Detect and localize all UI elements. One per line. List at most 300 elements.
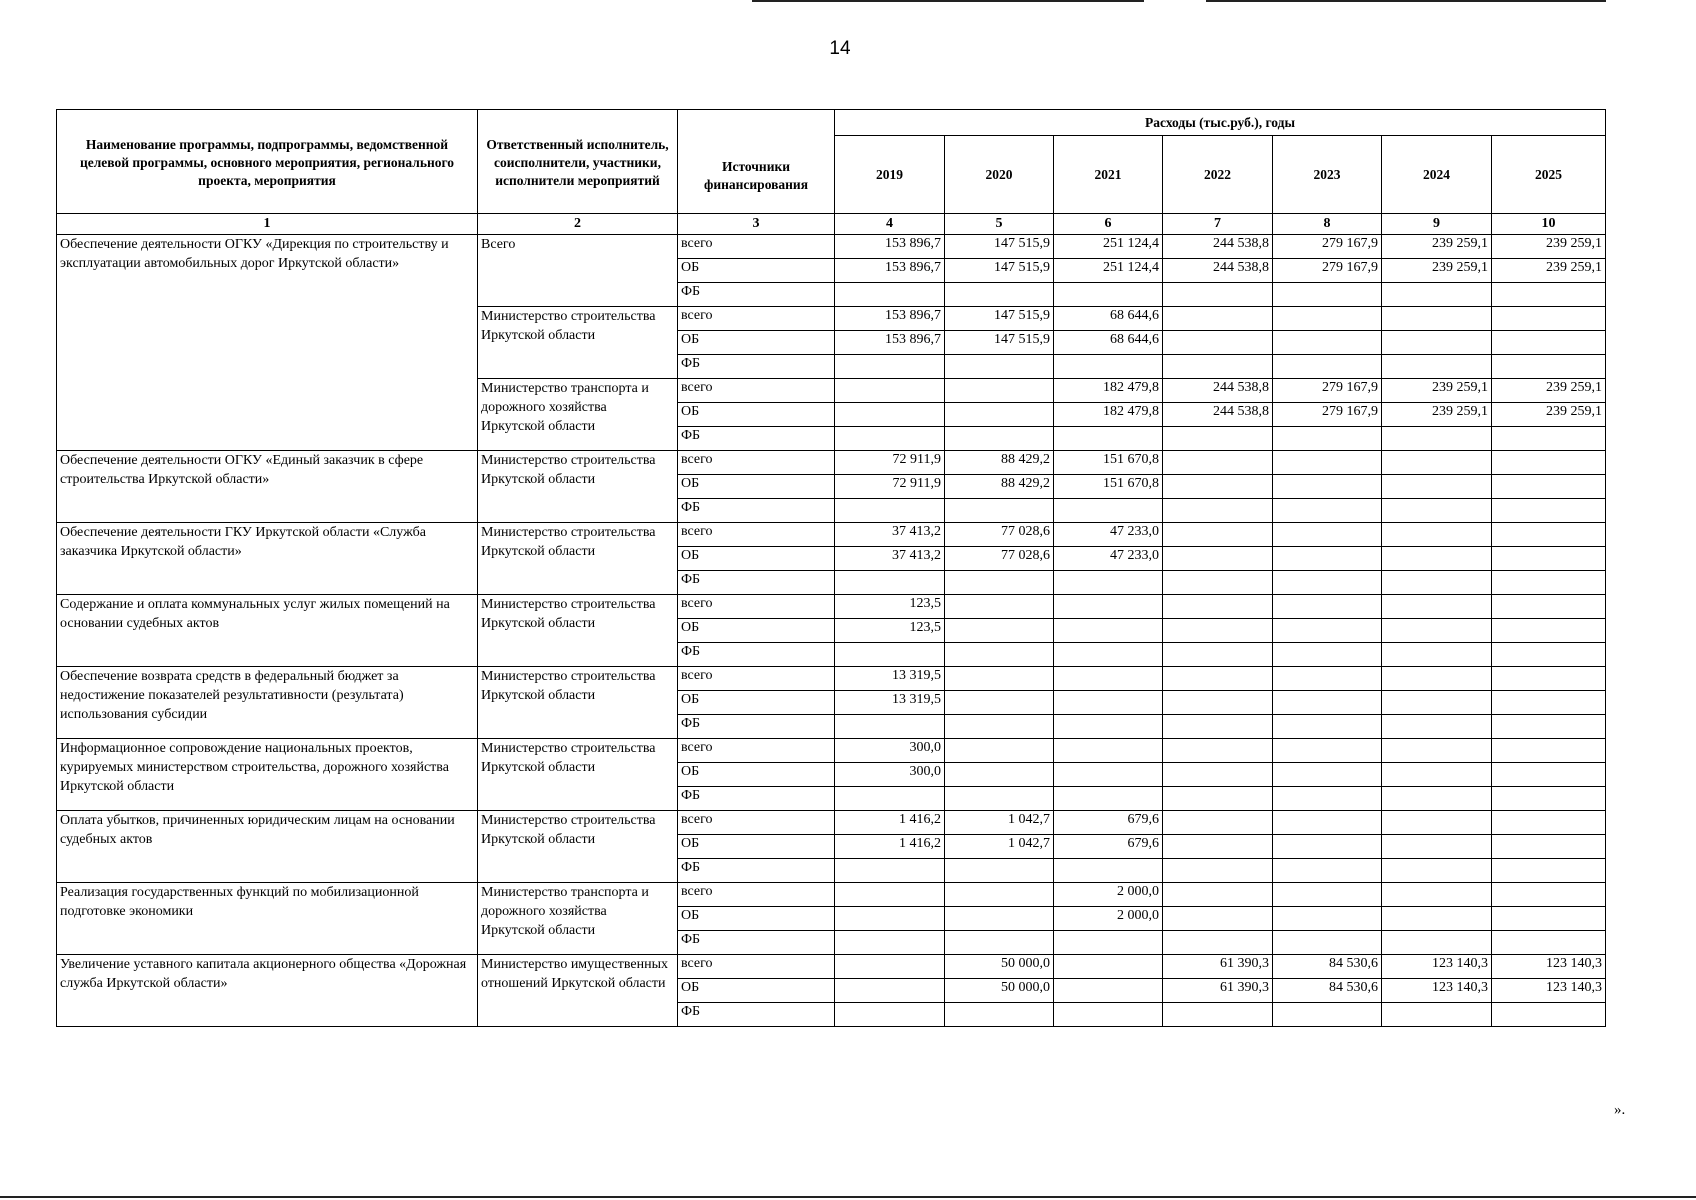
amount-cell-2019: 1 416,2 — [835, 811, 945, 835]
amount-cell-2023 — [1273, 859, 1382, 883]
column-number-3: 3 — [678, 214, 835, 235]
amount-cell-2024 — [1382, 811, 1492, 835]
amount-cell-2024 — [1382, 427, 1492, 451]
amount-cell-2020: 77 028,6 — [945, 547, 1054, 571]
amount-cell-2025 — [1492, 835, 1606, 859]
amount-cell-2025 — [1492, 907, 1606, 931]
funding-source-cell: всего — [678, 235, 835, 259]
amount-cell-2024: 239 259,1 — [1382, 403, 1492, 427]
funding-source-cell: всего — [678, 667, 835, 691]
amount-cell-2025 — [1492, 715, 1606, 739]
amount-cell-2025: 123 140,3 — [1492, 979, 1606, 1003]
amount-cell-2024 — [1382, 667, 1492, 691]
amount-cell-2021 — [1054, 859, 1163, 883]
funding-source-cell: ОБ — [678, 331, 835, 355]
amount-cell-2020 — [945, 619, 1054, 643]
amount-cell-2023: 279 167,9 — [1273, 379, 1382, 403]
amount-cell-2022 — [1163, 667, 1273, 691]
responsible-cell: Министерство строительства Иркутской области — [478, 451, 678, 523]
amount-cell-2024 — [1382, 907, 1492, 931]
amount-cell-2021 — [1054, 787, 1163, 811]
amount-cell-2022 — [1163, 931, 1273, 955]
amount-cell-2022 — [1163, 715, 1273, 739]
amount-cell-2023 — [1273, 763, 1382, 787]
responsible-cell: Министерство строительства Иркутской области — [478, 307, 678, 379]
funding-source-cell: всего — [678, 595, 835, 619]
amount-cell-2025 — [1492, 595, 1606, 619]
amount-cell-2021: 182 479,8 — [1054, 403, 1163, 427]
amount-cell-2025 — [1492, 787, 1606, 811]
amount-cell-2019 — [835, 283, 945, 307]
amount-cell-2020: 88 429,2 — [945, 475, 1054, 499]
amount-cell-2022 — [1163, 883, 1273, 907]
amount-cell-2019 — [835, 883, 945, 907]
amount-cell-2022: 244 538,8 — [1163, 403, 1273, 427]
funding-source-cell: ОБ — [678, 475, 835, 499]
table-row — [57, 667, 1606, 691]
amount-cell-2025 — [1492, 739, 1606, 763]
amount-cell-2025: 239 259,1 — [1492, 403, 1606, 427]
amount-cell-2020: 1 042,7 — [945, 835, 1054, 859]
header-year-2025: 2025 — [1492, 136, 1606, 214]
funding-source-cell: ОБ — [678, 403, 835, 427]
amount-cell-2019 — [835, 715, 945, 739]
amount-cell-2019 — [835, 859, 945, 883]
amount-cell-2024 — [1382, 547, 1492, 571]
amount-cell-2019 — [835, 787, 945, 811]
amount-cell-2022 — [1163, 763, 1273, 787]
amount-cell-2019 — [835, 403, 945, 427]
amount-cell-2020 — [945, 739, 1054, 763]
amount-cell-2020 — [945, 931, 1054, 955]
amount-cell-2021 — [1054, 715, 1163, 739]
amount-cell-2025 — [1492, 355, 1606, 379]
funding-source-cell: ОБ — [678, 979, 835, 1003]
amount-cell-2021 — [1054, 739, 1163, 763]
program-name-cell: Оплата убытков, причиненных юридическим лицам на основании судебных актов — [57, 811, 478, 883]
funding-source-cell: ОБ — [678, 835, 835, 859]
amount-cell-2019 — [835, 955, 945, 979]
amount-cell-2021 — [1054, 283, 1163, 307]
funding-source-cell: всего — [678, 955, 835, 979]
funding-source-cell: ФБ — [678, 283, 835, 307]
amount-cell-2020: 147 515,9 — [945, 235, 1054, 259]
responsible-cell: Министерство строительства Иркутской области — [478, 595, 678, 667]
amount-cell-2023 — [1273, 643, 1382, 667]
amount-cell-2020 — [945, 595, 1054, 619]
program-name-cell: Реализация государственных функций по мобилизационной подготовке экономики — [57, 883, 478, 955]
budget-table-container — [56, 109, 1606, 1027]
column-number-6: 6 — [1054, 214, 1163, 235]
amount-cell-2024: 239 259,1 — [1382, 259, 1492, 283]
amount-cell-2019: 300,0 — [835, 739, 945, 763]
scan-edge-line — [1206, 0, 1606, 2]
amount-cell-2019 — [835, 571, 945, 595]
amount-cell-2023: 279 167,9 — [1273, 235, 1382, 259]
amount-cell-2020: 50 000,0 — [945, 979, 1054, 1003]
amount-cell-2024 — [1382, 883, 1492, 907]
amount-cell-2020: 147 515,9 — [945, 259, 1054, 283]
amount-cell-2025 — [1492, 475, 1606, 499]
amount-cell-2025 — [1492, 307, 1606, 331]
amount-cell-2022 — [1163, 739, 1273, 763]
program-name-cell: Обеспечение деятельности ГКУ Иркутской области «Служба заказчика Иркутской области» — [57, 523, 478, 595]
amount-cell-2021: 68 644,6 — [1054, 331, 1163, 355]
responsible-cell: Всего — [478, 235, 678, 307]
funding-source-cell: ОБ — [678, 763, 835, 787]
amount-cell-2024 — [1382, 307, 1492, 331]
amount-cell-2025 — [1492, 643, 1606, 667]
amount-cell-2023 — [1273, 787, 1382, 811]
amount-cell-2022 — [1163, 283, 1273, 307]
funding-source-cell: ФБ — [678, 499, 835, 523]
amount-cell-2023 — [1273, 475, 1382, 499]
amount-cell-2021: 2 000,0 — [1054, 883, 1163, 907]
amount-cell-2022 — [1163, 643, 1273, 667]
amount-cell-2024 — [1382, 355, 1492, 379]
amount-cell-2020 — [945, 691, 1054, 715]
amount-cell-2025: 239 259,1 — [1492, 235, 1606, 259]
amount-cell-2024 — [1382, 691, 1492, 715]
amount-cell-2023 — [1273, 427, 1382, 451]
amount-cell-2024: 123 140,3 — [1382, 979, 1492, 1003]
amount-cell-2022 — [1163, 331, 1273, 355]
funding-source-cell: ОБ — [678, 907, 835, 931]
amount-cell-2024: 239 259,1 — [1382, 379, 1492, 403]
amount-cell-2019: 37 413,2 — [835, 547, 945, 571]
program-name-cell: Обеспечение деятельности ОГКУ «Единый заказчик в сфере строительства Иркутской области» — [57, 451, 478, 523]
amount-cell-2023: 84 530,6 — [1273, 955, 1382, 979]
amount-cell-2024 — [1382, 475, 1492, 499]
amount-cell-2021 — [1054, 691, 1163, 715]
column-number-10: 10 — [1492, 214, 1606, 235]
amount-cell-2019: 72 911,9 — [835, 451, 945, 475]
amount-cell-2019: 13 319,5 — [835, 691, 945, 715]
amount-cell-2024 — [1382, 451, 1492, 475]
amount-cell-2022: 244 538,8 — [1163, 235, 1273, 259]
amount-cell-2024 — [1382, 283, 1492, 307]
page-number: 14 — [829, 38, 851, 59]
funding-source-cell: всего — [678, 811, 835, 835]
amount-cell-2019: 1 416,2 — [835, 835, 945, 859]
table-row — [57, 811, 1606, 835]
amount-cell-2021 — [1054, 499, 1163, 523]
amount-cell-2022: 244 538,8 — [1163, 379, 1273, 403]
amount-cell-2025 — [1492, 283, 1606, 307]
amount-cell-2025 — [1492, 667, 1606, 691]
amount-cell-2023: 84 530,6 — [1273, 979, 1382, 1003]
amount-cell-2019: 123,5 — [835, 595, 945, 619]
amount-cell-2022 — [1163, 355, 1273, 379]
amount-cell-2025 — [1492, 499, 1606, 523]
amount-cell-2022 — [1163, 1003, 1273, 1027]
amount-cell-2020 — [945, 571, 1054, 595]
amount-cell-2023 — [1273, 547, 1382, 571]
amount-cell-2022 — [1163, 427, 1273, 451]
amount-cell-2025 — [1492, 1003, 1606, 1027]
amount-cell-2020 — [945, 403, 1054, 427]
responsible-cell: Министерство строительства Иркутской области — [478, 739, 678, 811]
amount-cell-2019 — [835, 499, 945, 523]
amount-cell-2021: 151 670,8 — [1054, 451, 1163, 475]
amount-cell-2021 — [1054, 763, 1163, 787]
amount-cell-2025 — [1492, 691, 1606, 715]
amount-cell-2023 — [1273, 523, 1382, 547]
amount-cell-2020 — [945, 763, 1054, 787]
amount-cell-2023 — [1273, 331, 1382, 355]
amount-cell-2025 — [1492, 619, 1606, 643]
amount-cell-2019: 37 413,2 — [835, 523, 945, 547]
funding-source-cell: всего — [678, 523, 835, 547]
amount-cell-2023 — [1273, 595, 1382, 619]
amount-cell-2020: 1 042,7 — [945, 811, 1054, 835]
scan-edge-line — [752, 0, 1144, 2]
header-year-2023: 2023 — [1273, 136, 1382, 214]
amount-cell-2025 — [1492, 571, 1606, 595]
amount-cell-2022 — [1163, 787, 1273, 811]
amount-cell-2025: 123 140,3 — [1492, 955, 1606, 979]
amount-cell-2024 — [1382, 835, 1492, 859]
amount-cell-2020 — [945, 427, 1054, 451]
amount-cell-2024 — [1382, 643, 1492, 667]
amount-cell-2021: 182 479,8 — [1054, 379, 1163, 403]
amount-cell-2023 — [1273, 883, 1382, 907]
program-name-cell: Увеличение уставного капитала акционерного общества «Дорожная служба Иркутской области» — [57, 955, 478, 1027]
amount-cell-2021 — [1054, 427, 1163, 451]
funding-source-cell: ОБ — [678, 691, 835, 715]
amount-cell-2022: 61 390,3 — [1163, 979, 1273, 1003]
amount-cell-2025: 239 259,1 — [1492, 259, 1606, 283]
amount-cell-2025 — [1492, 859, 1606, 883]
amount-cell-2024 — [1382, 739, 1492, 763]
amount-cell-2019 — [835, 979, 945, 1003]
amount-cell-2020 — [945, 283, 1054, 307]
amount-cell-2025: 239 259,1 — [1492, 379, 1606, 403]
amount-cell-2020: 147 515,9 — [945, 331, 1054, 355]
amount-cell-2024 — [1382, 763, 1492, 787]
amount-cell-2020 — [945, 1003, 1054, 1027]
amount-cell-2019 — [835, 427, 945, 451]
amount-cell-2020 — [945, 499, 1054, 523]
amount-cell-2019: 123,5 — [835, 619, 945, 643]
amount-cell-2021 — [1054, 979, 1163, 1003]
funding-source-cell: ОБ — [678, 547, 835, 571]
amount-cell-2021 — [1054, 595, 1163, 619]
amount-cell-2023 — [1273, 307, 1382, 331]
amount-cell-2022 — [1163, 307, 1273, 331]
responsible-cell: Министерство строительства Иркутской области — [478, 811, 678, 883]
amount-cell-2022: 244 538,8 — [1163, 259, 1273, 283]
scan-edge-line — [0, 1196, 1696, 1198]
funding-source-cell: всего — [678, 451, 835, 475]
column-number-4: 4 — [835, 214, 945, 235]
header-year-2022: 2022 — [1163, 136, 1273, 214]
amount-cell-2023 — [1273, 571, 1382, 595]
amount-cell-2019 — [835, 355, 945, 379]
closing-quote-mark: ». — [1614, 1102, 1626, 1118]
amount-cell-2024 — [1382, 499, 1492, 523]
column-number-9: 9 — [1382, 214, 1492, 235]
budget-table — [56, 109, 1606, 1027]
amount-cell-2023 — [1273, 907, 1382, 931]
amount-cell-2024: 239 259,1 — [1382, 235, 1492, 259]
amount-cell-2020 — [945, 379, 1054, 403]
amount-cell-2022 — [1163, 571, 1273, 595]
amount-cell-2020 — [945, 715, 1054, 739]
amount-cell-2021: 151 670,8 — [1054, 475, 1163, 499]
amount-cell-2021: 2 000,0 — [1054, 907, 1163, 931]
program-name-cell: Содержание и оплата коммунальных услуг жилых помещений на основании судебных актов — [57, 595, 478, 667]
amount-cell-2022 — [1163, 499, 1273, 523]
amount-cell-2024 — [1382, 595, 1492, 619]
header-funding-source: Источники финансирования — [678, 110, 835, 214]
amount-cell-2024: 123 140,3 — [1382, 955, 1492, 979]
amount-cell-2024 — [1382, 523, 1492, 547]
amount-cell-2023 — [1273, 451, 1382, 475]
amount-cell-2020 — [945, 667, 1054, 691]
funding-source-cell: ОБ — [678, 619, 835, 643]
column-number-2: 2 — [478, 214, 678, 235]
amount-cell-2020 — [945, 883, 1054, 907]
program-name-cell: Обеспечение деятельности ОГКУ «Дирекция по строительству и эксплуатации автомобильных дорог Иркутской области» — [57, 235, 478, 451]
header-expenses-group: Расходы (тыс.руб.), годы — [835, 110, 1606, 136]
funding-source-cell: ФБ — [678, 355, 835, 379]
amount-cell-2023 — [1273, 283, 1382, 307]
amount-cell-2020 — [945, 643, 1054, 667]
amount-cell-2020: 88 429,2 — [945, 451, 1054, 475]
amount-cell-2024 — [1382, 715, 1492, 739]
amount-cell-2019: 153 896,7 — [835, 259, 945, 283]
amount-cell-2022 — [1163, 451, 1273, 475]
amount-cell-2019: 153 896,7 — [835, 307, 945, 331]
funding-source-cell: ФБ — [678, 643, 835, 667]
amount-cell-2023 — [1273, 499, 1382, 523]
amount-cell-2024 — [1382, 571, 1492, 595]
amount-cell-2021: 251 124,4 — [1054, 235, 1163, 259]
funding-source-cell: ФБ — [678, 787, 835, 811]
header-program-name: Наименование программы, подпрограммы, ведомственной целевой программы, основного мероприятия, регионального проекта, мероприятия — [57, 110, 478, 214]
amount-cell-2021: 679,6 — [1054, 835, 1163, 859]
amount-cell-2019: 300,0 — [835, 763, 945, 787]
amount-cell-2022 — [1163, 811, 1273, 835]
responsible-cell: Министерство транспорта и дорожного хозяйства Иркутской области — [478, 883, 678, 955]
amount-cell-2019 — [835, 907, 945, 931]
amount-cell-2022 — [1163, 595, 1273, 619]
amount-cell-2019 — [835, 643, 945, 667]
amount-cell-2021 — [1054, 643, 1163, 667]
funding-source-cell: всего — [678, 379, 835, 403]
table-row — [57, 883, 1606, 907]
header-responsible: Ответственный исполнитель, соисполнители, участники, исполнители мероприятий — [478, 110, 678, 214]
amount-cell-2025 — [1492, 331, 1606, 355]
amount-cell-2019: 72 911,9 — [835, 475, 945, 499]
amount-cell-2023 — [1273, 355, 1382, 379]
amount-cell-2025 — [1492, 883, 1606, 907]
amount-cell-2021 — [1054, 619, 1163, 643]
amount-cell-2022 — [1163, 523, 1273, 547]
amount-cell-2021: 679,6 — [1054, 811, 1163, 835]
amount-cell-2025 — [1492, 427, 1606, 451]
amount-cell-2019 — [835, 1003, 945, 1027]
table-row — [57, 235, 1606, 259]
table-row — [57, 955, 1606, 979]
header-year-2020: 2020 — [945, 136, 1054, 214]
amount-cell-2021 — [1054, 1003, 1163, 1027]
amount-cell-2020: 147 515,9 — [945, 307, 1054, 331]
funding-source-cell: всего — [678, 739, 835, 763]
column-number-7: 7 — [1163, 214, 1273, 235]
amount-cell-2024 — [1382, 331, 1492, 355]
responsible-cell: Министерство транспорта и дорожного хозяйства Иркутской области — [478, 379, 678, 451]
header-column-numbers-row — [57, 214, 1606, 235]
column-number-1: 1 — [57, 214, 478, 235]
amount-cell-2023: 279 167,9 — [1273, 403, 1382, 427]
amount-cell-2019 — [835, 379, 945, 403]
amount-cell-2021 — [1054, 571, 1163, 595]
amount-cell-2020 — [945, 355, 1054, 379]
amount-cell-2024 — [1382, 859, 1492, 883]
amount-cell-2025 — [1492, 811, 1606, 835]
funding-source-cell: ФБ — [678, 427, 835, 451]
budget-table-body — [57, 235, 1606, 1027]
header-year-2019: 2019 — [835, 136, 945, 214]
amount-cell-2019: 153 896,7 — [835, 331, 945, 355]
amount-cell-2021 — [1054, 355, 1163, 379]
amount-cell-2023 — [1273, 691, 1382, 715]
table-row — [57, 739, 1606, 763]
program-name-cell: Информационное сопровождение национальных проектов, курируемых министерством строительства, дорожного хозяйства Иркутской области — [57, 739, 478, 811]
amount-cell-2019: 13 319,5 — [835, 667, 945, 691]
amount-cell-2024 — [1382, 619, 1492, 643]
amount-cell-2025 — [1492, 523, 1606, 547]
amount-cell-2021: 47 233,0 — [1054, 523, 1163, 547]
amount-cell-2020: 77 028,6 — [945, 523, 1054, 547]
amount-cell-2023 — [1273, 811, 1382, 835]
amount-cell-2021 — [1054, 667, 1163, 691]
amount-cell-2022 — [1163, 547, 1273, 571]
funding-source-cell: всего — [678, 307, 835, 331]
amount-cell-2021: 47 233,0 — [1054, 547, 1163, 571]
amount-cell-2020 — [945, 859, 1054, 883]
amount-cell-2021: 68 644,6 — [1054, 307, 1163, 331]
amount-cell-2023 — [1273, 835, 1382, 859]
amount-cell-2021: 251 124,4 — [1054, 259, 1163, 283]
amount-cell-2022 — [1163, 835, 1273, 859]
funding-source-cell: всего — [678, 883, 835, 907]
column-number-5: 5 — [945, 214, 1054, 235]
funding-source-cell: ФБ — [678, 715, 835, 739]
responsible-cell: Министерство имущественных отношений Иркутской области — [478, 955, 678, 1027]
amount-cell-2023 — [1273, 1003, 1382, 1027]
funding-source-cell: ФБ — [678, 931, 835, 955]
amount-cell-2023: 279 167,9 — [1273, 259, 1382, 283]
amount-cell-2024 — [1382, 1003, 1492, 1027]
amount-cell-2025 — [1492, 547, 1606, 571]
amount-cell-2024 — [1382, 931, 1492, 955]
header-year-2021: 2021 — [1054, 136, 1163, 214]
column-number-8: 8 — [1273, 214, 1382, 235]
amount-cell-2023 — [1273, 739, 1382, 763]
program-name-cell: Обеспечение возврата средств в федеральный бюджет за недостижение показателей результативности (результата) использования субсидии — [57, 667, 478, 739]
amount-cell-2022: 61 390,3 — [1163, 955, 1273, 979]
amount-cell-2025 — [1492, 451, 1606, 475]
amount-cell-2023 — [1273, 931, 1382, 955]
amount-cell-2022 — [1163, 907, 1273, 931]
amount-cell-2023 — [1273, 667, 1382, 691]
table-row — [57, 451, 1606, 475]
amount-cell-2022 — [1163, 691, 1273, 715]
header-year-2024: 2024 — [1382, 136, 1492, 214]
